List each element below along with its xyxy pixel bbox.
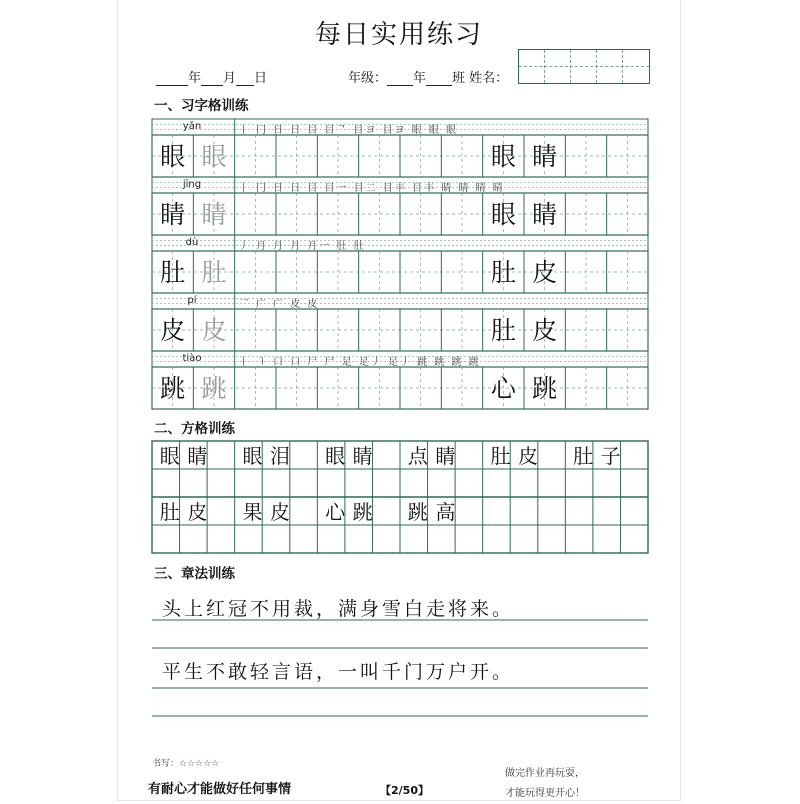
note-line-2: 才能玩得更开心！ — [505, 788, 585, 799]
fangge-char: 跳 — [407, 500, 428, 524]
pinyin-label: dù — [185, 237, 199, 248]
date-year-label: 年 — [188, 71, 202, 86]
fangge-char: 眼 — [242, 444, 263, 468]
date-day-label: 日 — [254, 71, 268, 86]
fangge-char: 心 — [325, 500, 346, 524]
fangge-char: 眼 — [325, 444, 346, 468]
fangge-char: 肚 — [159, 500, 180, 524]
word-char: 眼 — [490, 199, 516, 229]
pinyin-label: yǎn — [182, 121, 202, 132]
stroke-order: 丨 冂 日 日 目 目一 目二 目丰 目丰 睛 睛 睛 睛 — [238, 183, 505, 194]
note-line-1: 做完作业再玩耍， — [505, 768, 585, 779]
pinyin-label: jīng — [182, 179, 202, 190]
grade-year-label: 年 — [413, 71, 427, 86]
encouragement-note — [470, 764, 620, 804]
fangge-char: 高 — [435, 500, 456, 524]
fangge-char: 皮 — [518, 444, 538, 468]
section-title-fangge: 二、方格训练 — [154, 421, 235, 437]
stroke-order: 丨 ㇕ 口 口 尸 尸 足 足丿 足丿 跳 跳 跳 跳 — [238, 357, 481, 368]
fangge-char: 跳 — [352, 500, 373, 524]
word-char: 皮 — [532, 257, 558, 287]
fangge-char: 点 — [407, 444, 428, 468]
worksheet-page — [118, 0, 680, 800]
stroke-order: 丿 月 月 月 月一 肚 肚 — [238, 241, 366, 252]
pinyin-label: pí — [187, 295, 197, 306]
stroke-order: 丨 冂 日 日 目 目ᄀ 目ヨ 目ヨ 眼 眼 眼 — [238, 125, 459, 136]
fangge-char: 肚 — [490, 444, 511, 468]
trace-char: 跳 — [201, 373, 227, 403]
date-month-label: 月 — [223, 71, 237, 86]
fangge-char: 皮 — [187, 500, 208, 524]
pinyin-label: tiào — [182, 353, 202, 364]
model-char: 睛 — [160, 199, 186, 229]
model-char: 肚 — [160, 257, 186, 287]
word-char: 睛 — [532, 199, 558, 229]
fangge-char: 肚 — [573, 444, 594, 468]
word-char: 肚 — [490, 257, 516, 287]
class-name-label: 班 姓名： — [452, 71, 509, 86]
word-char: 睛 — [532, 141, 558, 171]
trace-char: 肚 — [201, 257, 227, 287]
page-title: 每日实用练习 — [314, 20, 483, 50]
trace-char: 皮 — [201, 315, 227, 345]
fangge-char: 子 — [600, 444, 621, 468]
fangge-char: 睛 — [352, 444, 373, 468]
model-char: 跳 — [160, 373, 186, 403]
section-title-xizige: 一、习字格训练 — [154, 98, 249, 114]
fangge-char: 睛 — [435, 444, 456, 468]
stroke-order: 乛 广 广 皮 皮 — [238, 299, 320, 310]
word-char: 跳 — [532, 373, 558, 403]
trace-char: 眼 — [201, 141, 227, 171]
model-char: 皮 — [160, 315, 186, 345]
page-number: 【2/50】 — [380, 784, 429, 797]
word-char: 皮 — [532, 315, 558, 345]
footer-motto: 有耐心才能做好任何事情 — [148, 782, 292, 797]
fangge-char: 皮 — [270, 500, 290, 524]
fangge-char: 睛 — [187, 444, 208, 468]
fangge-char: 泪 — [270, 444, 290, 468]
fangge-char: 眼 — [159, 444, 180, 468]
word-char: 眼 — [490, 141, 516, 171]
sentence-2: 平生不敢轻言语，一叫千门万户开。 — [162, 661, 515, 683]
rating — [152, 756, 219, 769]
rating-label: 书写： — [152, 759, 180, 769]
model-char: 眼 — [160, 141, 186, 171]
sentence-1: 头上红冠不用裁，满身雪白走将来。 — [162, 598, 515, 620]
section-title-zhangfa: 三、章法训练 — [154, 566, 235, 582]
word-char: 肚 — [490, 315, 516, 345]
fangge-char: 果 — [242, 500, 263, 524]
trace-char: 睛 — [201, 199, 227, 229]
grade-label: 年级： — [348, 71, 388, 86]
rating-stars[interactable]: ☆☆☆☆☆ — [179, 759, 220, 769]
word-char: 心 — [490, 373, 516, 403]
